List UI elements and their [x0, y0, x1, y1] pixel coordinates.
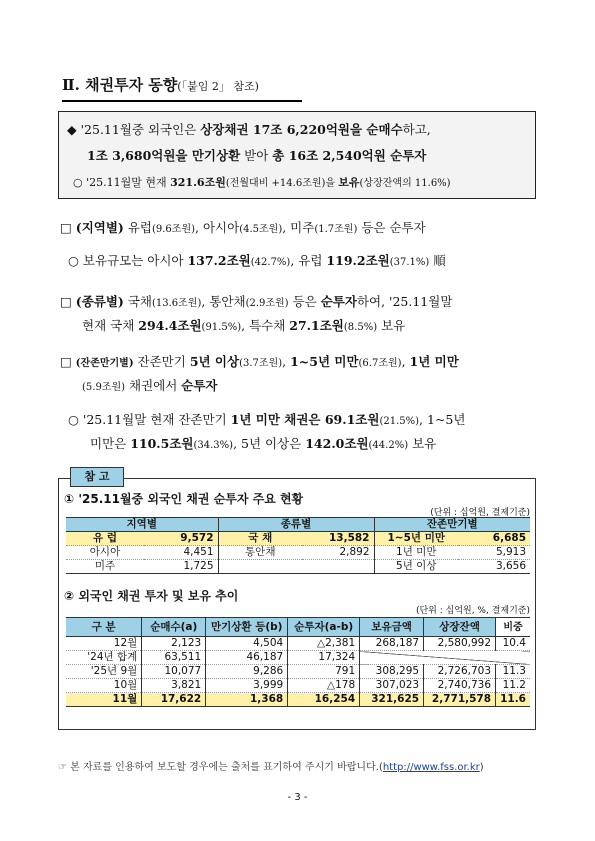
summary-line-3: ○ '25.11월말 현재 321.6조원(전월대비 +14.6조원)을 보유(상장잔액의 11.6%) — [73, 176, 451, 189]
square-bullet-icon: □ — [60, 294, 72, 309]
diamond-bullet-icon: ◆ — [67, 122, 77, 137]
table-row: '24년 합계 63,511 46,187 17,324 — [66, 651, 530, 665]
header-listed-balance: 상장잔액 — [424, 618, 496, 637]
table-1-title: ① '25.11월중 외국인 채권 순투자 주요 현황 — [64, 492, 304, 506]
region-holding-paragraph: ○ 보유규모는 아시아 137.2조원(42.7%), 유럽 119.2조원(37.1%) 順 — [68, 253, 446, 268]
table-row: '25년 9월 10,077 9,286 791 308,295 2,726,703 11.3 — [66, 665, 530, 679]
header-region: 지역별 — [66, 518, 218, 532]
maturity-holding-paragraph-line-2: 미만은 110.5조원(34.3%), 5년 이상은 142.0조원(44.2%) 보유 — [90, 436, 437, 451]
header-net-purchase: 순매수(a) — [142, 618, 206, 637]
table-row: 12월 2,123 4,504 △2,381 268,187 2,580,992 10.4 — [66, 637, 530, 651]
header-type: 종류별 — [218, 518, 374, 532]
circle-bullet-icon: ○ — [73, 176, 83, 189]
table-foreign-net-investment — [66, 517, 530, 574]
header-holding-amount: 보유금액 — [360, 618, 424, 637]
table-row: 아시아 4,451 통안채 2,892 1년 미만 5,913 — [66, 546, 530, 560]
footer-note: ☞ 본 자료를 인용하여 보도할 경우에는 출처를 표기하여 주시기 바랍니다.(http://www.fss.or.kr) — [58, 762, 484, 773]
square-bullet-icon: □ — [60, 220, 72, 235]
square-bullet-icon: □ — [60, 354, 72, 369]
fss-link[interactable]: http://www.fss.or.kr — [382, 762, 480, 773]
type-paragraph: □ (종류별) 국채(13.6조원), 통안채(2.9조원) 등은 순투자하여, '25.11월말 — [60, 294, 453, 309]
circle-bullet-icon: ○ — [68, 253, 79, 268]
reference-tag: 참 고 — [70, 467, 124, 487]
summary-box — [58, 111, 536, 199]
page-number: - 3 - — [287, 792, 308, 803]
header-share: 비중 — [496, 618, 530, 637]
summary-line-1: ◆ '25.11월중 외국인은 상장채권 17조 6,220억원을 순매수하고, — [67, 122, 431, 137]
maturity-holding-paragraph: ○ '25.11월말 현재 잔존만기 1년 미만 채권은 69.1조원(21.5%), 1~5년 — [68, 412, 466, 427]
table-row: 유 럽 9,572 국 채 13,582 1~5년 미만 6,685 — [66, 532, 530, 546]
circle-bullet-icon: ○ — [68, 412, 79, 427]
section-number: Ⅱ. — [62, 76, 80, 94]
diagonal-empty-cell — [360, 651, 530, 665]
table-row: 10월 3,821 3,999 △178 307,023 2,740,736 11.2 — [66, 679, 530, 693]
section-title: 채권투자 동향 — [85, 76, 178, 94]
table-foreign-holding-trend — [66, 617, 530, 707]
section-ref: (「붙임 2」 참조) — [177, 80, 259, 93]
maturity-paragraph: □ (잔존만기별) 잔존만기 5년 이상(3.7조원), 1~5년 미만(6.7조원), 1년 미만 — [60, 354, 459, 369]
table-row: 미주 1,725 5년 이상 3,656 — [66, 560, 530, 574]
table-1-unit: (단위 : 십억원, 결제기준) — [430, 508, 530, 518]
pointing-hand-icon: ☞ — [58, 762, 67, 773]
table-row: 11월 17,622 1,368 16,254 321,625 2,771,578 11.6 — [66, 693, 530, 707]
header-maturity: 잔존만기별 — [374, 518, 530, 532]
header-redemption: 만기상환 등(b) — [206, 618, 288, 637]
type-paragraph-line-2: 현재 국채 294.4조원(91.5%), 특수채 27.1조원(8.5%) 보유 — [82, 318, 406, 333]
maturity-paragraph-line-2: (5.9조원) 채권에서 순투자 — [82, 378, 218, 393]
region-paragraph: □ (지역별) 유럽(9.6조원), 아시아(4.5조원), 미주(1.7조원) 등은 순투자 — [60, 220, 426, 235]
header-period: 구 분 — [66, 618, 142, 637]
table-2-title: ② 외국인 채권 투자 및 보유 추이 — [64, 589, 239, 603]
summary-line-2: 1조 3,680억원을 만기상환 받아 총 16조 2,540억원 순투자 — [87, 148, 427, 163]
section-heading — [62, 74, 302, 102]
table-2-unit: (단위 : 십억원, %, 결제기준) — [415, 606, 530, 616]
header-net-investment: 순투자(a-b) — [288, 618, 360, 637]
